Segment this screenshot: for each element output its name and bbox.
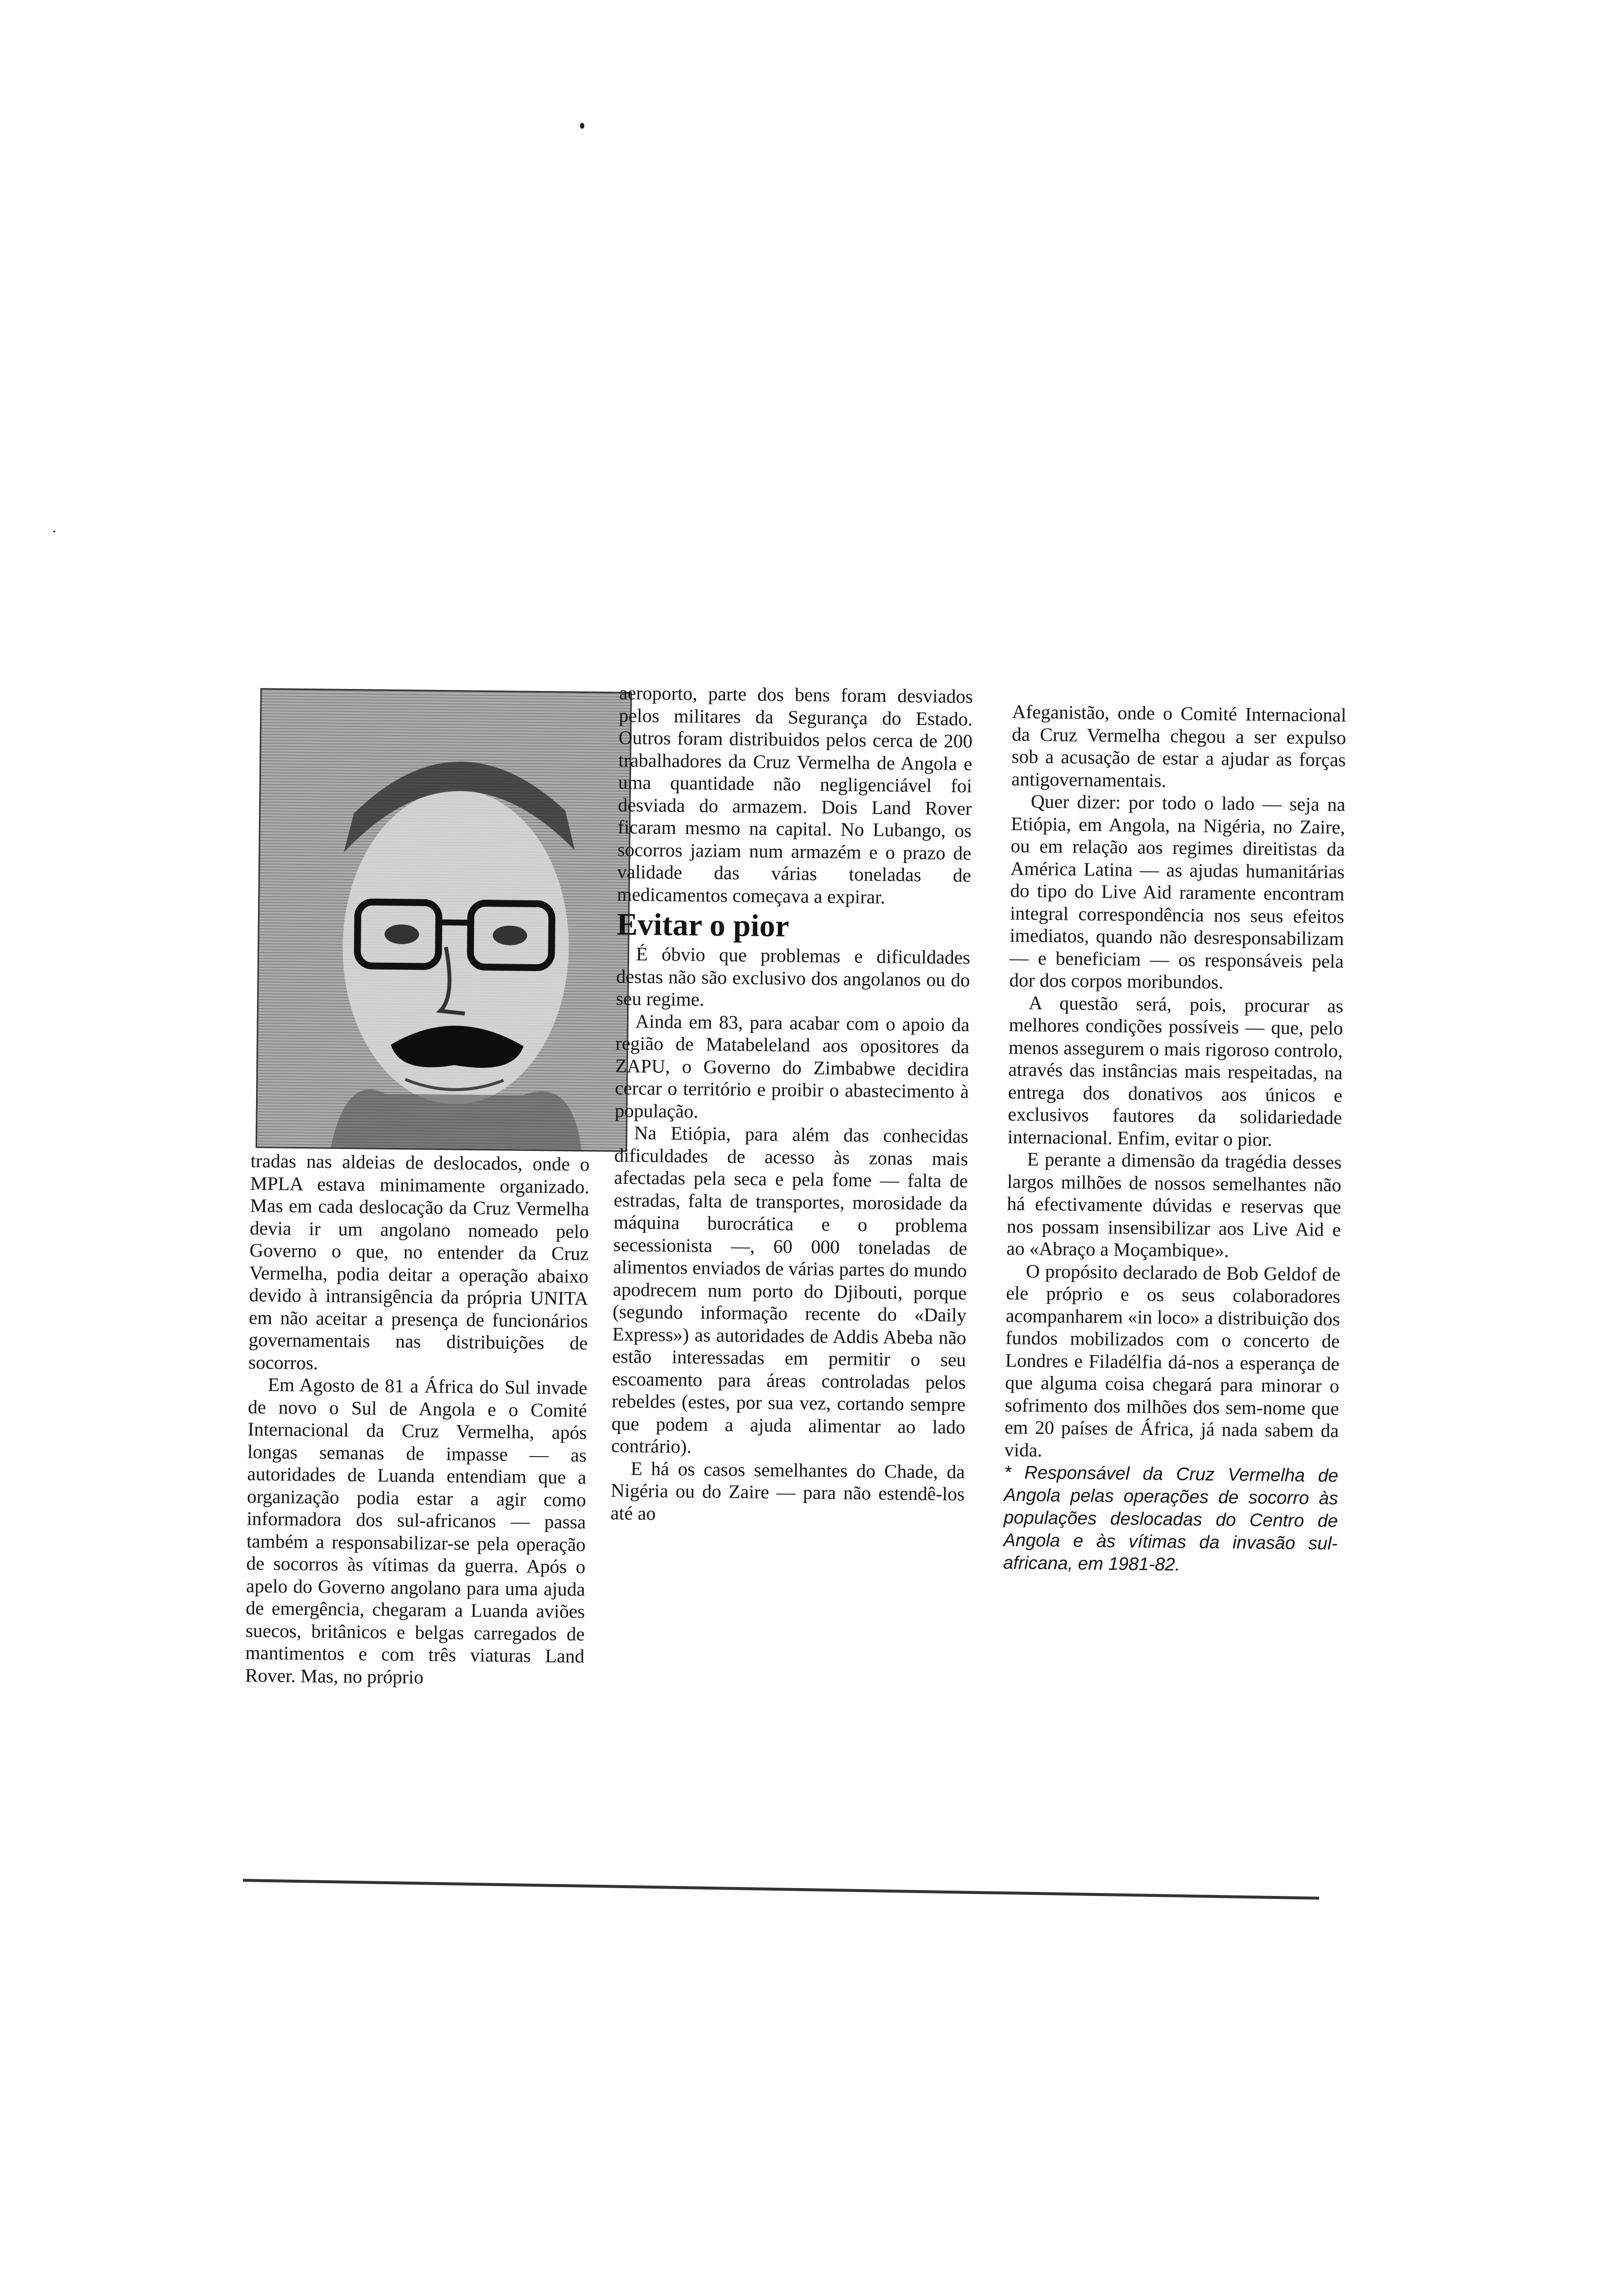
paragraph: Em Agosto de 81 a África do Sul invade de novo o Sul de Angola e o Comité Internacional da Cruz Vermelha, após longas semanas de impasse — as autoridades de Luanda entendiam que a organização podia estar a agir como informadora dos sul-africanos — passa também a responsabilizar-se pela operação de socorros às vítimas da guerra. Após o apelo do Governo angolano para uma ajuda de emergência, chegaram a Luanda aviões suecos, britânicos e belgas carregados de mantimentos e com três viaturas Land Rover. Mas, no próprio [245,1374,588,1688]
paragraph: O propósito declarado de Bob Geldof de ele próprio e os seus colaboradores acompanharem «in loco» a distribuição dos fundos mobilizados com o concerto de Londres e Filadélfia dá-nos a esperança de que alguma coisa chegará para minorar o sofrimento dos milhões dos sem-nome que em 20 países de África, já nada sabem da vida. [1004,1260,1341,1461]
paragraph: E perante a dimensão da tragédia desses largos milhões de nossos semelhantes não há efectivamente dúvidas e reservas que nos possam insensibilizar aos Live Aid e ao «Abraço a Moçambique». [1006,1148,1342,1262]
scan-speck [53,531,56,532]
paragraph: Na Etiópia, para além das conhecidas dificuldades de acesso às zonas mais afectadas pela seca e pela fome — falta de estradas, falta de transportes, morosidade da máquina burocrática e o problema secessionista —, 60 000 toneladas de alimentos enviados de várias partes do mundo apodrecem num porto do Djibouti, porque (segundo informação recente do «Daily Express») as autoridades de Addis Abeba não estão interessadas em permitir o seu escoamento para áreas controladas pelos rebeldes (estes, por sua vez, cortando sempre que podem a ajuda alimentar ao lado contrário). [611,1122,969,1458]
paragraph: Afeganistão, onde o Comité Internacional da Cruz Vermelha chegou a ser expulso sob a acusação de estar a ajudar as forças antigovernamentais. [1011,701,1347,791]
paragraph: tradas nas aldeias de deslocados, onde o MPLA estava minimamente organizado. Mas em cada deslocação da Cruz Vermelha devia ir um angolano nomeado pelo Governo o que, no entender da Cruz Vermelha, podia deitar a operação abaixo devido à intransigência da própria UNITA em não aceitar a presença de funcionários governamentais nas distribuições de socorros. [248,1150,590,1374]
author-footnote: * Responsável da Cruz Vermelha de Angola pelas operações de socorro às populações deslocadas do Centro de Angola e às vítimas da invasão sul-africana, em 1981-82. [1003,1462,1339,1575]
paragraph: Quer dizer: por todo o lado — seja na Etiópia, em Angola, na Nigéria, no Zaire, ou em relação aos regimes direitistas da América Latina — as ajudas humanitárias do tipo do Live Aid raramente encontram integral correspondência nos seus efeitos imediatos, quando não desresponsabilizam — e beneficiam — os responsáveis pela dor dos corpos moribundos. [1009,791,1346,993]
paragraph: Ainda em 83, para acabar com o apoio da região de Matabeleland aos opositores da ZAPU, o Governo do Zimbabwe decidira cercar o território e proibir o abastecimento à população. [614,1010,970,1122]
paragraph: É óbvio que problemas e dificuldades destas não são exclusivo dos angolanos ou do seu regime. [615,944,971,1010]
section-heading: Evitar o pior [616,906,789,944]
bottom-rule [243,1879,1319,1899]
scan-speck [580,123,584,129]
author-photo [256,688,632,1152]
paragraph: A questão será, pois, procurar as melhores condições possíveis — que, pelo menos assegurem o mais rigoroso controlo, através das instâncias mais respeitadas, na entrega dos donativos aos únicos e exclusivos fautores da solidariedade internacional. Enfim, evitar o pior. [1008,992,1344,1150]
newspaper-clipping [243,678,1347,1908]
paragraph: aeroporto, parte dos bens foram desviados pelos militares da Segurança do Estado. Outros foram distribuidos pelos cerca de 200 trabalhadores da Cruz Vermelha de Angola e uma quantidade não negligenciável foi desviada do armazem. Dois Land Rover ficaram mesmo na capital. No Lubango, os socorros jaziam num armazém e o prazo de validade das várias toneladas de medicamentos começava a expirar. [617,682,973,908]
paragraph: E há os casos semelhantes do Chade, da Nigéria ou do Zaire — para não estendê-los até ao [610,1458,965,1524]
column-2 [610,682,973,1528]
column-3 [1003,701,1347,1578]
column-1 [245,1150,590,1690]
author-portrait-image [257,689,631,1150]
